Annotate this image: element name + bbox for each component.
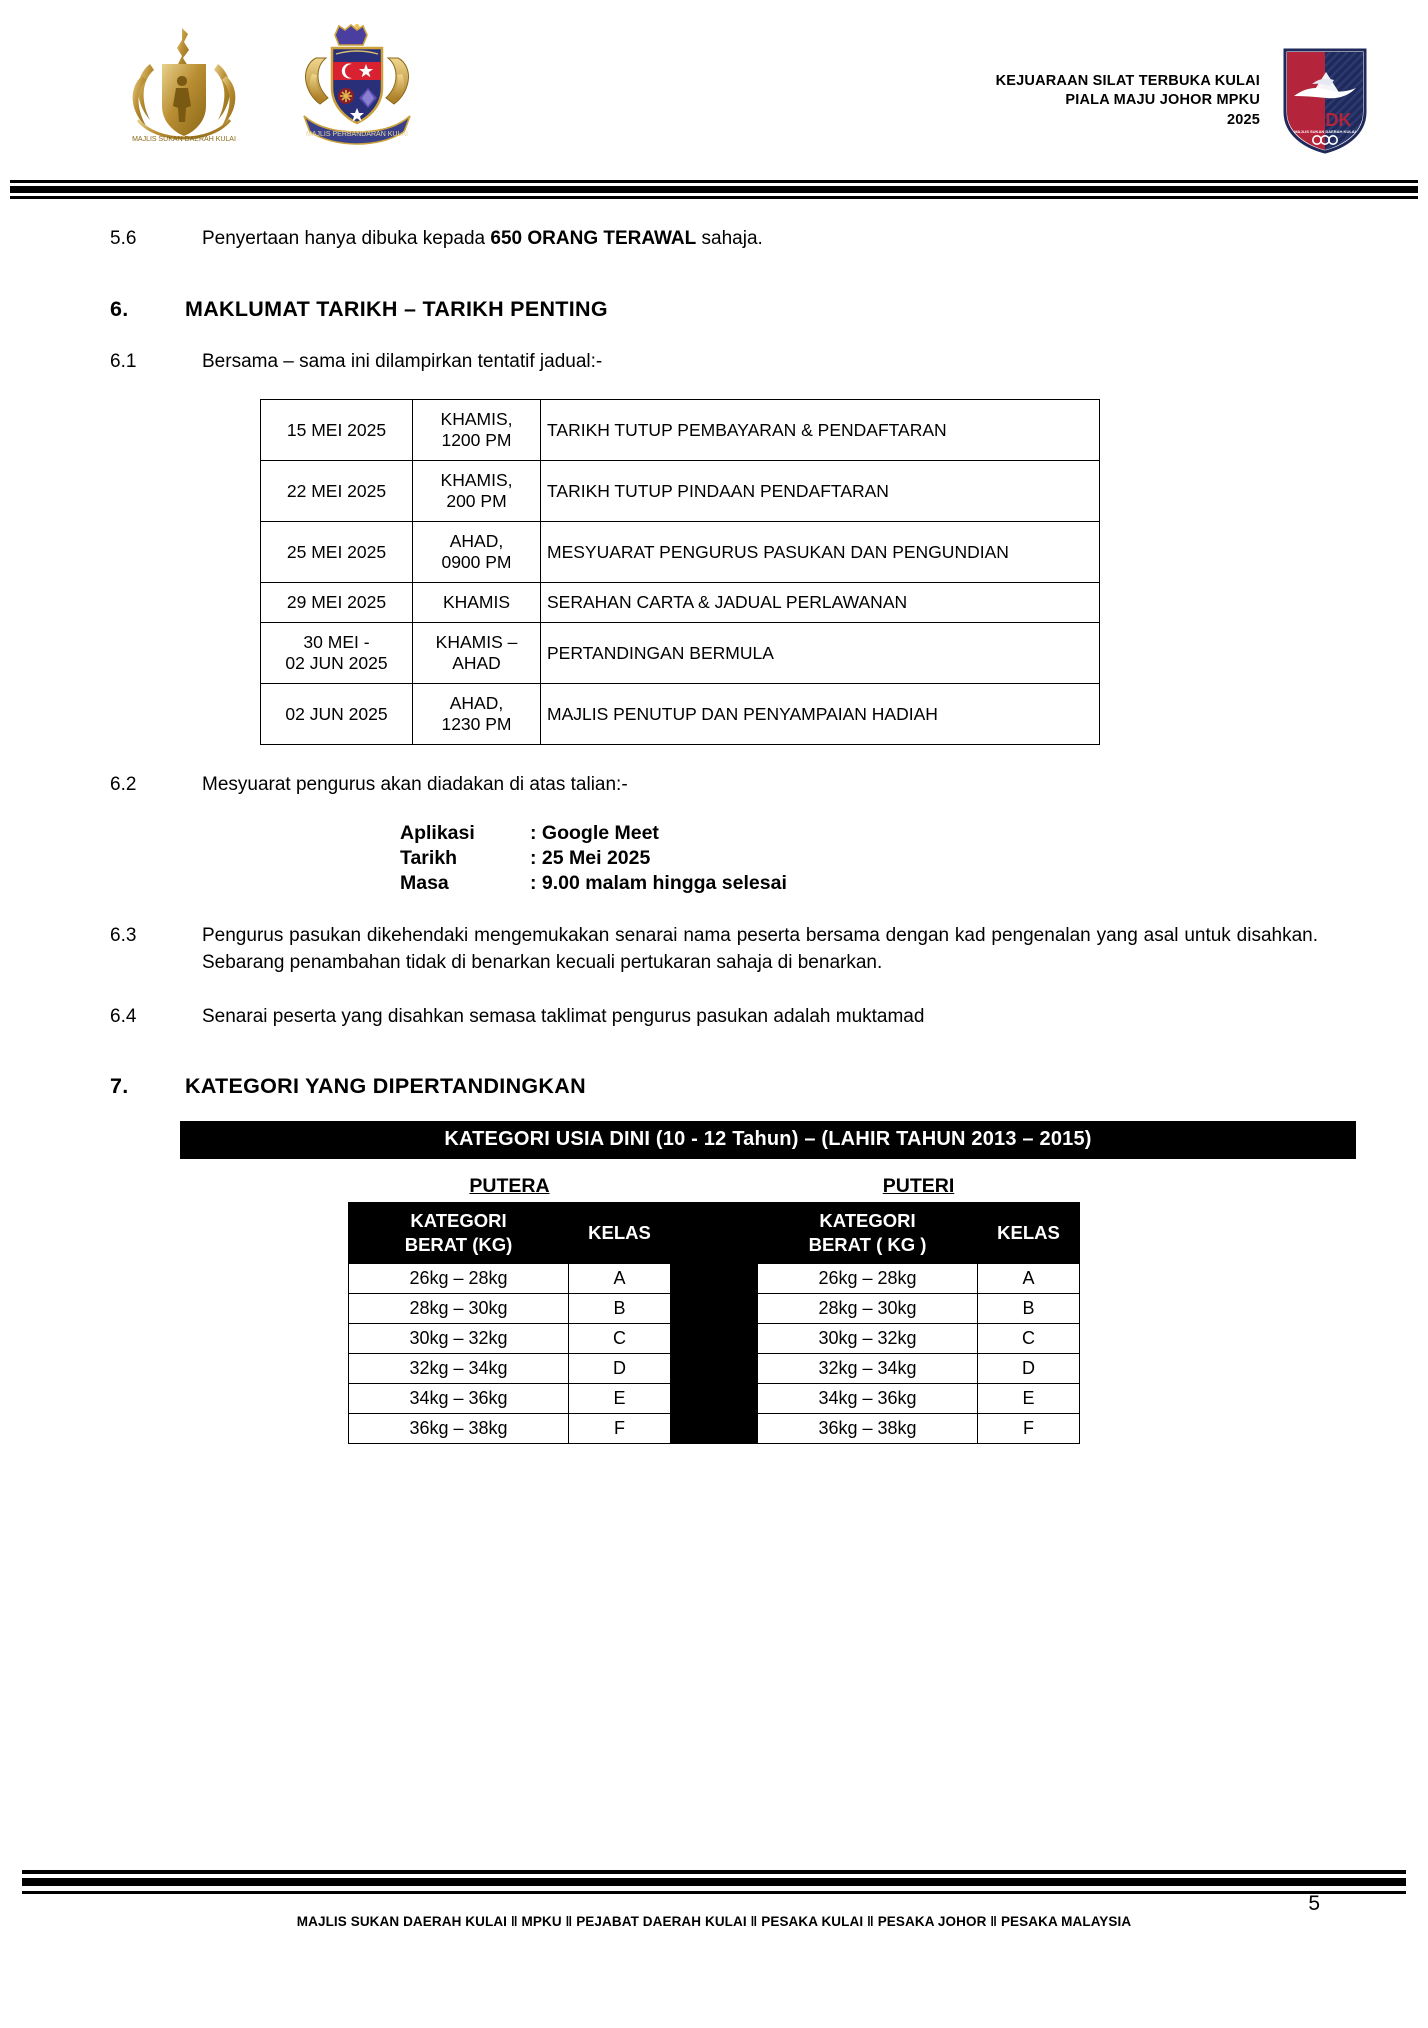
putera-weight-table [348,1202,671,1444]
putera-header-kelas: KELAS [569,1203,671,1264]
clause-5-6-number: 5.6 [110,228,137,249]
putera-weight-range-cell: 28kg – 30kg [349,1294,569,1324]
schedule-row [261,522,1100,583]
puteri-class-cell: D [978,1354,1080,1384]
clause-6-2 [110,771,1318,799]
schedule-description-cell: SERAHAN CARTA & JADUAL PERLAWANAN [541,583,1100,623]
putera-weight-row [349,1324,671,1354]
svg-text:MAJLIS PERBANDARAN KULAI: MAJLIS PERBANDARAN KULAI [306,131,408,138]
event-title-line2: PIALA MAJU JOHOR MPKU [1065,92,1260,109]
puteri-class-cell: E [978,1384,1080,1414]
schedule-table-wrap [110,399,1318,745]
puteri-title: PUTERI [882,1175,955,1198]
puteri-weight-table [757,1202,1080,1444]
puteri-weight-row [758,1324,1080,1354]
putera-table-head [349,1203,671,1264]
page-header [0,0,1428,180]
clause-5-6 [110,225,1318,253]
puteri-weight-range-cell: 30kg – 32kg [758,1324,978,1354]
putera-class-cell: C [569,1324,671,1354]
kulai-crest-icon [120,24,248,144]
clause-6-1-text: Bersama – sama ini dilampirkan tentatif jadual:- [202,350,603,372]
meeting-detail-row [400,846,1318,871]
black-gutter-fill [671,1202,757,1444]
putera-class-cell: D [569,1354,671,1384]
event-title [996,72,1260,131]
svg-text:MAJLIS SUKAN DAERAH KULAI: MAJLIS SUKAN DAERAH KULAI [1294,129,1356,134]
putera-title: PUTERA [469,1175,550,1198]
category-banner: KATEGORI USIA DINI (10 - 12 Tahun) – (LAHIR TAHUN 2013 – 2015) [180,1121,1356,1159]
meeting-detail-value: : Google Meet [530,821,659,844]
putera-weight-row [349,1384,671,1414]
msdk-logo-text: MSDK [1298,110,1352,130]
puteri-table-block [757,1175,1080,1444]
meeting-details [110,821,1318,896]
johor-state-crest-logo [282,24,432,151]
section-7-number: 7. [110,1074,129,1099]
puteri-weight-range-cell: 34kg – 36kg [758,1384,978,1414]
puteri-weight-row [758,1264,1080,1294]
putera-header-berat: KATEGORI BERAT (KG) [349,1203,569,1264]
putera-weight-range-cell: 34kg – 36kg [349,1384,569,1414]
puteri-class-cell: B [978,1294,1080,1324]
schedule-date-cell: 30 MEI - 02 JUN 2025 [261,623,413,684]
section-6-heading [110,297,1318,322]
puteri-weight-row [758,1384,1080,1414]
clause-6-2-number: 6.2 [110,774,137,796]
puteri-header-kelas: KELAS [978,1203,1080,1264]
putera-weight-range-cell: 36kg – 38kg [349,1414,569,1444]
section-7-title: KATEGORI YANG DIPERTANDINGKAN [185,1074,586,1099]
schedule-date-cell: 22 MEI 2025 [261,461,413,522]
clause-6-3-number: 6.3 [110,924,137,946]
puteri-weight-range-cell: 28kg – 30kg [758,1294,978,1324]
puteri-table-head [758,1203,1080,1264]
puteri-weight-range-cell: 26kg – 28kg [758,1264,978,1294]
meeting-detail-label: Aplikasi [400,821,475,844]
footer-organizations: MAJLIS SUKAN DAERAH KULAI ‖ MPKU ‖ PEJABAT DAERAH KULAI ‖ PESAKA KULAI ‖ PESAKA JOHOR ‖ PESAKA MALAYSIA [296,1914,1132,1930]
putera-weight-range-cell: 30kg – 32kg [349,1324,569,1354]
schedule-row [261,583,1100,623]
clause-5-6-text-after: sahaja. [696,228,763,249]
puteri-class-cell: F [978,1414,1080,1444]
schedule-table [260,399,1100,745]
weight-class-tables [0,1175,1428,1444]
section-7-heading [110,1074,1318,1099]
schedule-description-cell: MAJLIS PENUTUP DAN PENYAMPAIAN HADIAH [541,684,1100,745]
schedule-day-cell: KHAMIS, 200 PM [413,461,541,522]
putera-table-block [348,1175,671,1444]
clause-6-3 [110,922,1318,977]
putera-weight-row [349,1414,671,1444]
putera-weight-row [349,1294,671,1324]
clause-5-6-text-before: Penyertaan hanya dibuka kepada [202,228,491,249]
puteri-weight-row [758,1414,1080,1444]
putera-weight-row [349,1264,671,1294]
meeting-detail-row [400,821,1318,846]
puteri-header-berat: KATEGORI BERAT ( KG ) [758,1203,978,1264]
document-body [0,225,1428,1099]
clause-5-6-text [202,225,1318,253]
schedule-day-cell: AHAD, 0900 PM [413,522,541,583]
clause-5-6-highlight: 650 ORANG TERAWAL [490,228,697,249]
header-logos [120,18,432,151]
putera-class-cell: B [569,1294,671,1324]
puteri-class-cell: A [978,1264,1080,1294]
johor-crest-icon [282,24,432,146]
meeting-detail-label: Tarikh [400,846,458,869]
footer-divider [14,1870,1414,1894]
putera-table-body [349,1264,671,1444]
schedule-row [261,400,1100,461]
msdk-shield-logo-icon [1282,48,1368,154]
clause-6-4 [110,1003,1318,1031]
clause-6-3-text: Pengurus pasukan dikehendaki mengemukakan senarai nama peserta bersama dengan kad pengenalan yang asal untuk disahkan. Sebarang penambahan tidak di benarkan kecuali pertukaran sahaja di benarkan. [202,924,1318,974]
putera-weight-row [349,1354,671,1384]
section-6-title: MAKLUMAT TARIKH – TARIKH PENTING [185,296,608,321]
putera-weight-range-cell: 26kg – 28kg [349,1264,569,1294]
schedule-description-cell: MESYUARAT PENGURUS PASUKAN DAN PENGUNDIAN [541,522,1100,583]
puteri-weight-range-cell: 36kg – 38kg [758,1414,978,1444]
event-title-line1: KEJUARAAN SILAT TERBUKA KULAI [995,72,1260,89]
puteri-table-body [758,1264,1080,1444]
puteri-class-cell: C [978,1324,1080,1354]
svg-text:MAJLIS SUKAN DAERAH KULAI: MAJLIS SUKAN DAERAH KULAI [132,136,236,143]
putera-class-cell: F [569,1414,671,1444]
schedule-description-cell: PERTANDINGAN BERMULA [541,623,1100,684]
meeting-detail-value: : 25 Mei 2025 [530,846,651,869]
schedule-description-cell: TARIKH TUTUP PINDAAN PENDAFTARAN [541,461,1100,522]
putera-weight-range-cell: 32kg – 34kg [349,1354,569,1384]
page-footer [0,1870,1428,1932]
schedule-date-cell: 29 MEI 2025 [261,583,413,623]
schedule-day-cell: AHAD, 1230 PM [413,684,541,745]
puteri-weight-row [758,1354,1080,1384]
putera-class-cell: E [569,1384,671,1414]
puteri-header-row [758,1203,1080,1264]
page-number: 5 [1308,1892,1320,1915]
clause-6-2-text: Mesyuarat pengurus akan diadakan di atas talian:- [202,774,628,796]
schedule-row [261,461,1100,522]
clause-6-1 [110,348,1318,376]
clause-6-4-text: Senarai peserta yang disahkan semasa taklimat pengurus pasukan adalah muktamad [202,1005,925,1027]
schedule-date-cell: 02 JUN 2025 [261,684,413,745]
putera-class-cell: A [569,1264,671,1294]
schedule-day-cell: KHAMIS, 1200 PM [413,400,541,461]
meeting-detail-label: Masa [400,871,449,894]
meeting-detail-value: : 9.00 malam hingga selesai [530,871,787,894]
schedule-table-body [261,400,1100,745]
header-divider [0,180,1428,199]
clause-6-1-number: 6.1 [110,350,137,372]
schedule-date-cell: 15 MEI 2025 [261,400,413,461]
schedule-description-cell: TARIKH TUTUP PEMBAYARAN & PENDAFTARAN [541,400,1100,461]
clause-6-4-number: 6.4 [110,1005,137,1027]
section-6-number: 6. [110,296,129,321]
schedule-row [261,623,1100,684]
schedule-row [261,684,1100,745]
schedule-day-cell: KHAMIS [413,583,541,623]
puteri-weight-range-cell: 32kg – 34kg [758,1354,978,1384]
header-branding [996,18,1368,154]
schedule-day-cell: KHAMIS – AHAD [413,623,541,684]
tables-black-gutter [671,1175,757,1444]
event-title-year: 2025 [1226,111,1260,128]
putera-header-row [349,1203,671,1264]
puteri-weight-row [758,1294,1080,1324]
meeting-detail-row [400,871,1318,896]
kulai-crest-logo [120,24,248,149]
schedule-date-cell: 25 MEI 2025 [261,522,413,583]
